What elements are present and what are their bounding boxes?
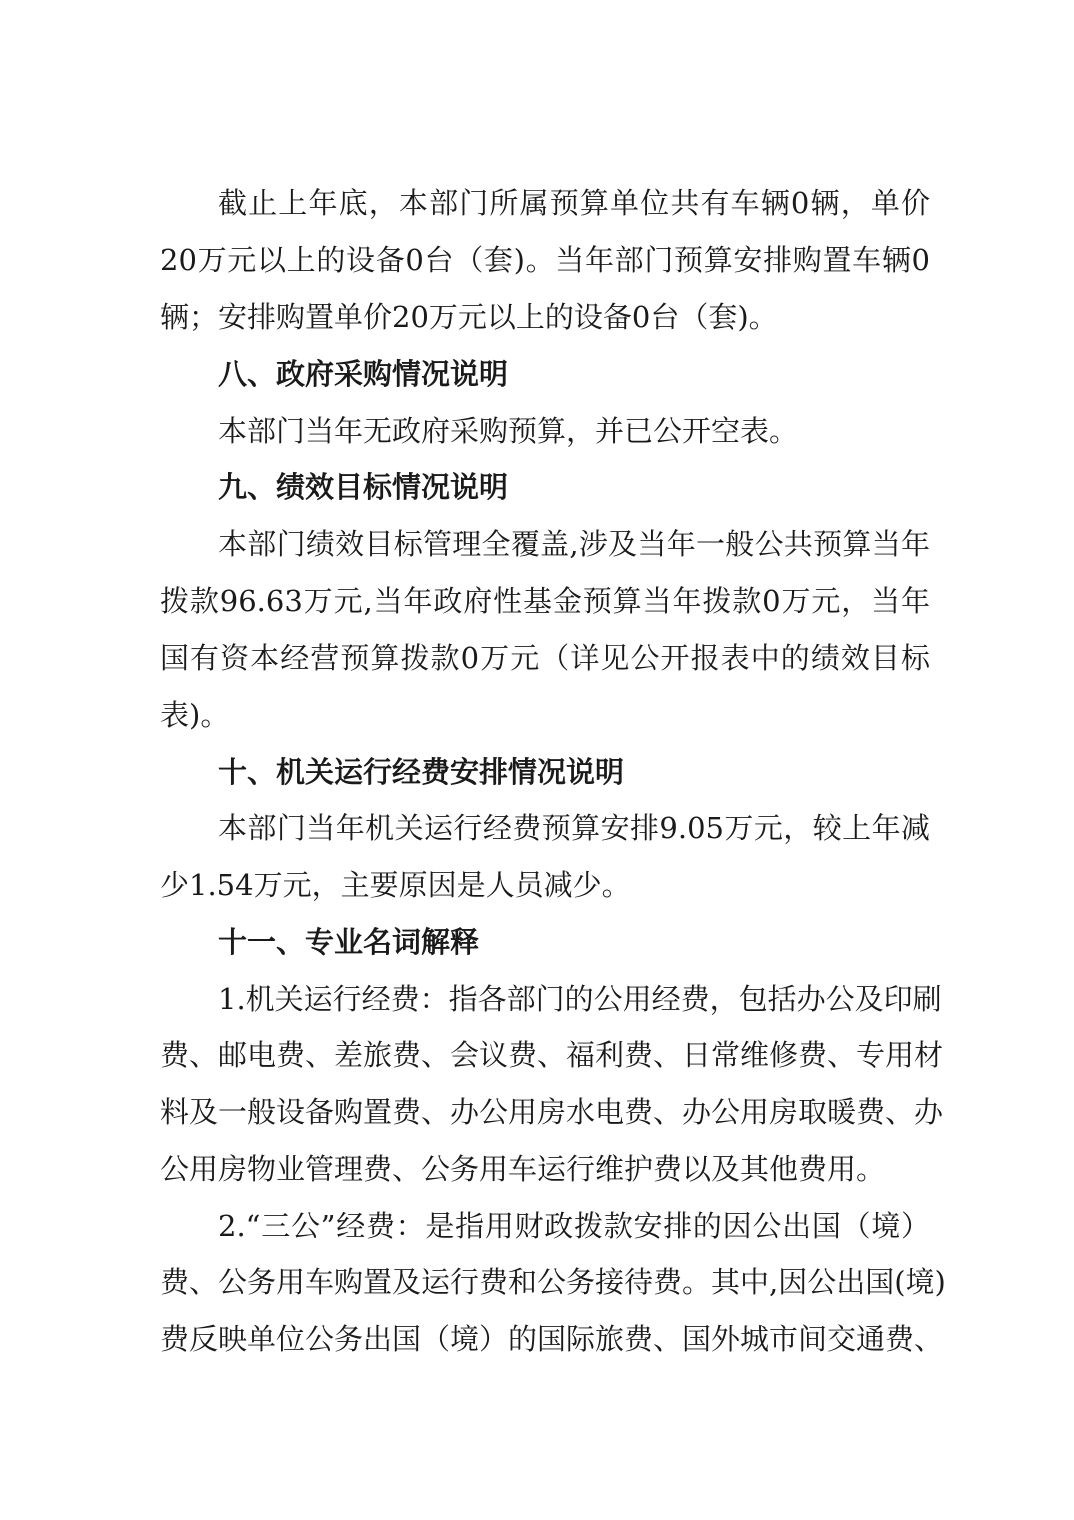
paragraph-term2-line-2: 费、公务用车购置及运行费和公务接待费。其中,因公出国(境): [160, 1265, 946, 1299]
paragraph-operating-line-2: 少1.54万元，主要原因是人员减少。: [160, 868, 631, 902]
paragraph-performance-line-1: 本部门绩效目标管理全覆盖,涉及当年一般公共预算当年: [218, 527, 930, 561]
paragraph-operating-line-1: 本部门当年机关运行经费预算安排9.05万元，较上年减: [218, 811, 930, 845]
paragraph-term1-line-4: 公用房物业管理费、公务用车运行维护费以及其他费用。: [160, 1152, 886, 1186]
heading-performance-goals: 九、绩效目标情况说明: [218, 470, 509, 504]
heading-terminology: 十一、专业名词解释: [218, 925, 480, 959]
paragraph-term2-line-1: 2.“三公”经费：是指用财政拨款安排的因公出国（境）: [218, 1209, 930, 1243]
paragraph-vehicles-line-2: 20万元以上的设备0台（套)。当年部门预算安排购置车辆0: [160, 243, 930, 277]
paragraph-term2-line-3: 费反映单位公务出国（境）的国际旅费、国外城市间交通费、: [160, 1322, 944, 1356]
heading-government-procurement: 八、政府采购情况说明: [218, 357, 509, 391]
paragraph-performance-line-2: 拨款96.63万元,当年政府性基金预算当年拨款0万元，当年: [160, 584, 930, 618]
paragraph-procurement: 本部门当年无政府采购预算，并已公开空表。: [218, 414, 799, 448]
paragraph-vehicles-line-1: 截止上年底，本部门所属预算单位共有车辆0辆，单价: [218, 186, 930, 220]
paragraph-performance-line-4: 表)。: [160, 698, 230, 732]
paragraph-vehicles-line-3: 辆；安排购置单价20万元以上的设备0台（套)。: [160, 300, 778, 334]
heading-operating-expenses: 十、机关运行经费安排情况说明: [218, 755, 625, 789]
paragraph-performance-line-3: 国有资本经营预算拨款0万元（详见公开报表中的绩效目标: [160, 641, 930, 675]
paragraph-term1-line-2: 费、邮电费、差旅费、会议费、福利费、日常维修费、专用材: [160, 1038, 944, 1072]
paragraph-term1-line-1: 1.机关运行经费：指各部门的公用经费，包括办公及印刷: [218, 982, 942, 1016]
paragraph-term1-line-3: 料及一般设备购置费、办公用房水电费、办公用房取暖费、办: [160, 1095, 944, 1129]
